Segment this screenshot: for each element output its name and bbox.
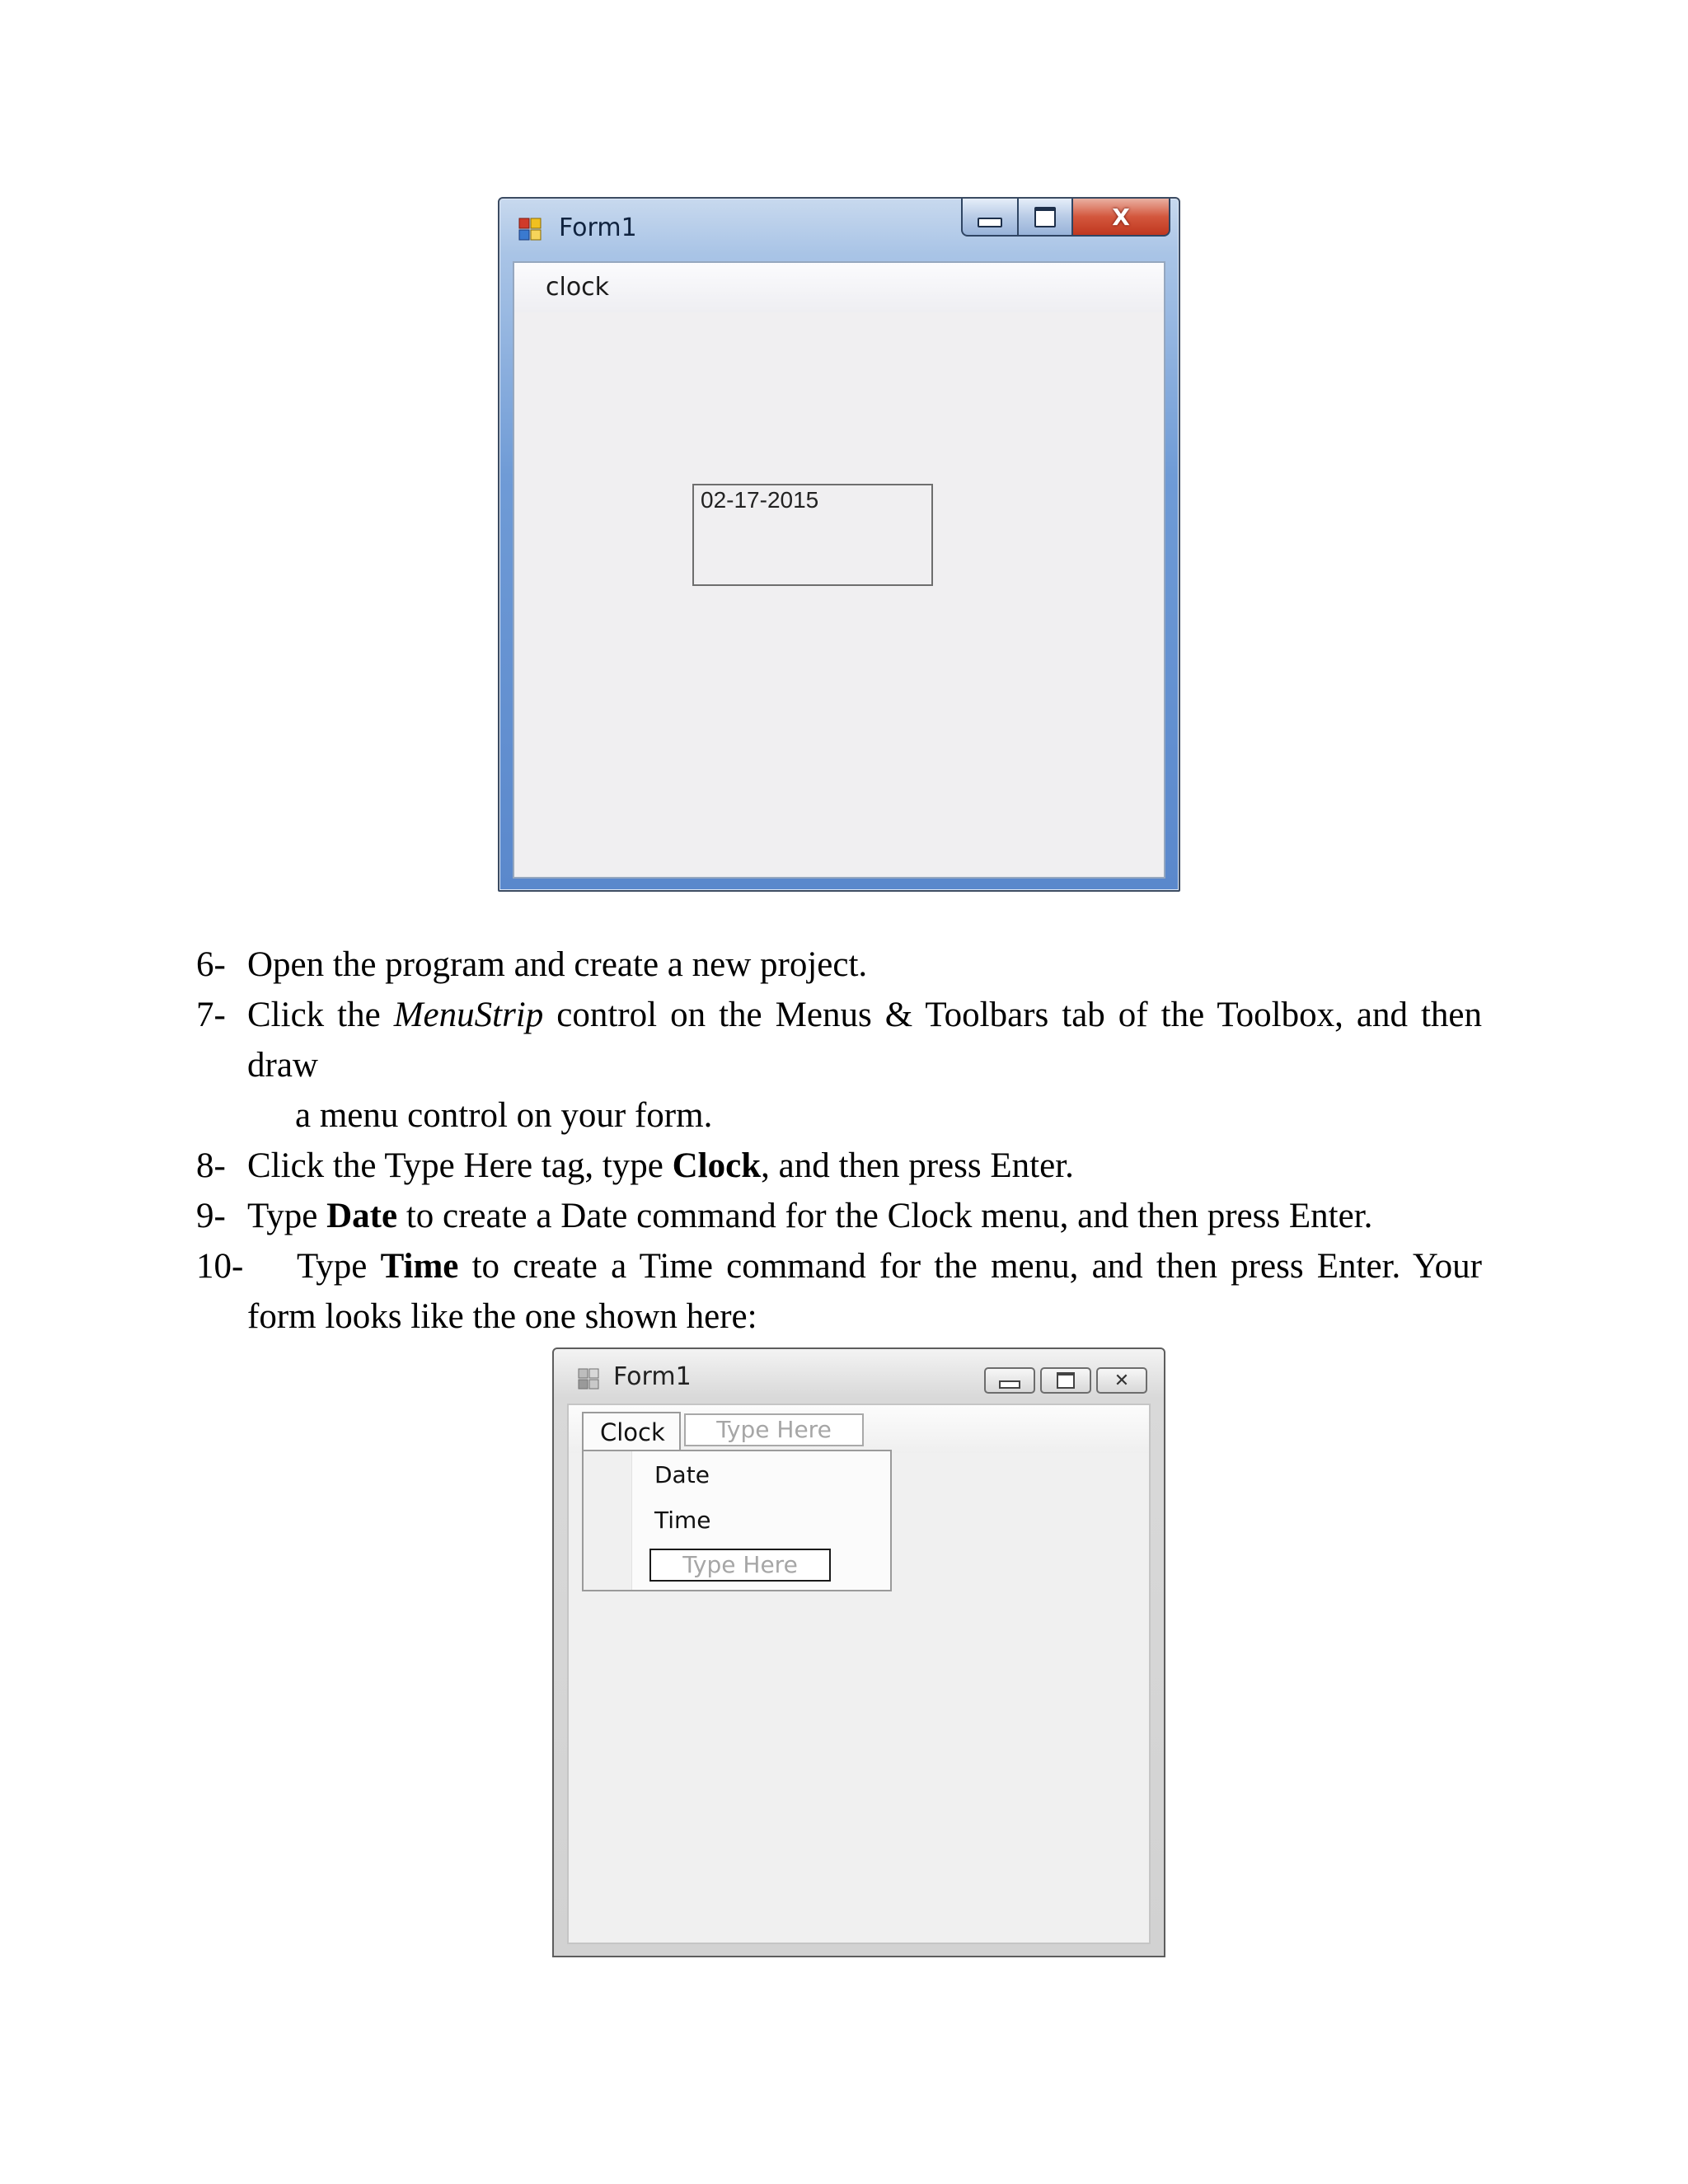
step-bold-term: Date — [326, 1197, 398, 1235]
step-continuation: a menu control on your form. — [295, 1096, 713, 1135]
step-italic-term: MenuStrip — [393, 996, 544, 1034]
step-9 — [196, 1191, 1482, 1241]
step-text: Type — [297, 1247, 381, 1286]
step-text: to create a Date command for the Clock menu, and then press Enter. — [397, 1197, 1373, 1235]
menu-strip — [569, 1405, 1149, 1453]
title-bar[interactable] — [499, 199, 1179, 256]
step-text: to create a Time command for the menu, and then press Enter. Your form looks like the one shown here: — [247, 1247, 1482, 1336]
minimize-button[interactable] — [961, 199, 1019, 237]
step-bold-term: Clock — [672, 1146, 762, 1185]
close-button[interactable] — [1073, 199, 1170, 237]
step-8 — [196, 1141, 1482, 1191]
window-title: Form1 — [613, 1362, 692, 1391]
menu-item-clock[interactable]: clock — [546, 273, 610, 302]
form1-window-aero — [498, 197, 1180, 892]
form-client-area — [513, 261, 1165, 879]
close-button[interactable] — [1096, 1367, 1147, 1394]
clock-dropdown-menu — [582, 1450, 892, 1591]
maximize-button[interactable] — [1040, 1367, 1091, 1394]
step-number: 8- — [196, 1146, 226, 1185]
step-text: control on the Menus & Toolbars tab of the Toolbox, and then draw — [247, 996, 1482, 1085]
form1-window-basic — [552, 1347, 1165, 1957]
menu-icon-gutter — [584, 1451, 632, 1590]
step-text: Open the program and create a new project. — [247, 945, 868, 984]
minimize-icon — [999, 1380, 1020, 1389]
maximize-icon — [1034, 207, 1056, 227]
step-10 — [196, 1241, 1482, 1342]
step-7 — [196, 990, 1482, 1141]
step-number: 9- — [196, 1197, 226, 1235]
maximize-button[interactable] — [1019, 199, 1073, 237]
caption-buttons — [961, 199, 1170, 237]
step-text: Click the Type Here tag, type — [247, 1146, 673, 1185]
type-here-menu-placeholder[interactable]: Type Here — [684, 1413, 864, 1446]
minimize-button[interactable] — [984, 1367, 1035, 1394]
menu-item-clock[interactable]: Clock — [582, 1412, 681, 1451]
step-bold-term: Time — [380, 1247, 459, 1286]
form-app-icon — [518, 217, 542, 241]
minimize-icon — [978, 218, 1002, 227]
date-textbox[interactable]: 02-17-2015 — [692, 484, 933, 586]
window-title: Form1 — [559, 213, 637, 242]
step-text: Type — [247, 1197, 327, 1235]
instruction-list — [196, 940, 1482, 1342]
step-number: 10- — [196, 1247, 244, 1286]
step-number: 6- — [196, 945, 226, 984]
caption-buttons — [984, 1367, 1147, 1394]
step-6 — [196, 940, 1482, 990]
menu-item-date[interactable]: Date — [654, 1461, 710, 1488]
close-icon: X — [1112, 203, 1130, 231]
step-text: , and then press Enter. — [761, 1146, 1074, 1185]
step-text: Click the — [247, 996, 394, 1034]
close-icon: ✕ — [1114, 1370, 1130, 1391]
maximize-icon — [1057, 1372, 1075, 1389]
menu-item-time[interactable]: Time — [654, 1507, 711, 1534]
menu-strip — [514, 263, 1164, 312]
step-number: 7- — [196, 996, 226, 1034]
form-client-area — [567, 1404, 1151, 1944]
form-app-icon — [577, 1367, 600, 1390]
type-here-dropdown-placeholder[interactable]: Type Here — [649, 1549, 831, 1582]
